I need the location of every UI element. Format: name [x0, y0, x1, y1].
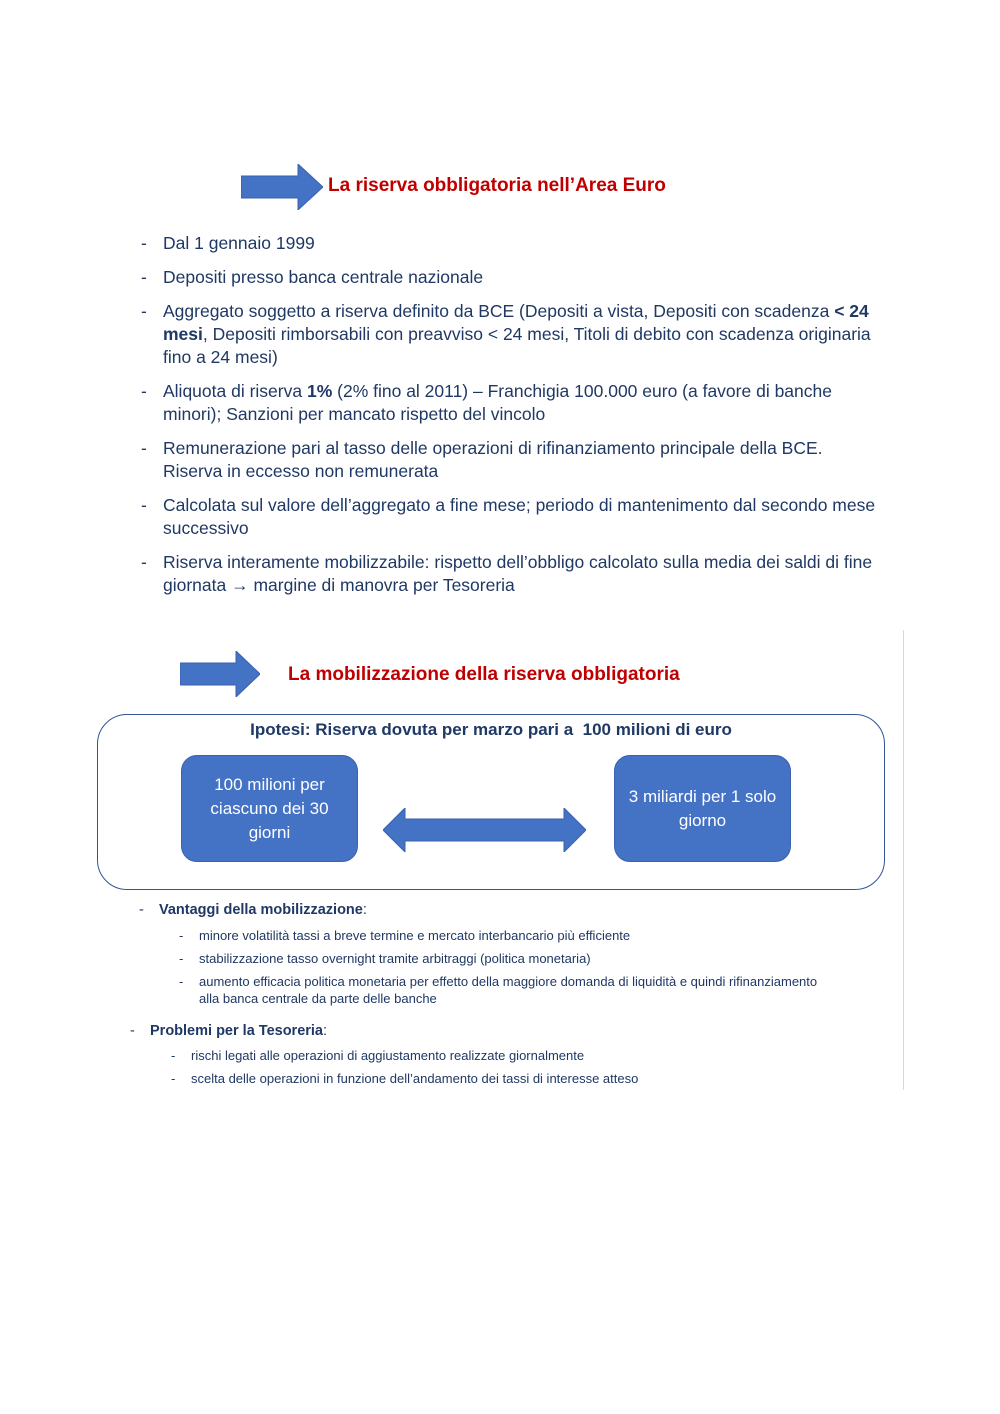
slide-edge-divider: [903, 630, 904, 1090]
list-item: - Aggregato soggetto a riserva definito da BCE (Depositi a vista, Depositi con scadenza < 24 mesi, Depositi rimborsabili con preavviso < 24 mesi, Titoli di debito con scadenza originaria fino a 24 mesi): [137, 300, 877, 369]
right-arrow-icon: [180, 651, 260, 697]
list-item: - Calcolata sul valore dell’aggregato a fine mese; periodo di mantenimento dal secondo mese successivo: [137, 494, 877, 540]
list-item: - Dal 1 gennaio 1999: [137, 232, 877, 255]
list-item: - stabilizzazione tasso overnight tramite arbitraggi (politica monetaria): [177, 951, 837, 968]
list-item: - rischi legati alle operazioni di aggiustamento realizzate giornalmente: [169, 1048, 829, 1065]
list-item: - Riserva interamente mobilizzabile: rispetto dell’obbligo calcolato sulla media dei saldi di fine giornata → margine di manovra per Tesoreria: [137, 551, 877, 597]
section1-title: La riserva obbligatoria nell’Area Euro: [328, 175, 666, 196]
hypothesis-text: Ipotesi: Riserva dovuta per marzo pari a 100 milioni di euro: [250, 720, 732, 739]
section1-list: [137, 232, 877, 608]
right-arrow-icon: [241, 164, 323, 210]
advantages-heading: - Vantaggi della mobilizzazione:: [139, 902, 367, 918]
list-item: - minore volatilità tassi a breve termine e mercato interbancario più efficiente: [177, 928, 837, 945]
problems-heading: - Problemi per la Tesoreria:: [130, 1023, 328, 1039]
double-arrow-icon: [383, 808, 586, 852]
list-item: - scelta delle operazioni in funzione dell’andamento dei tassi di interesse atteso: [169, 1071, 829, 1088]
list-item: - Depositi presso banca centrale nazionale: [137, 266, 877, 289]
list-item: - Remunerazione pari al tasso delle operazioni di rifinanziamento principale della BCE. Riserva in eccesso non remunerata: [137, 437, 877, 483]
section2-title: La mobilizzazione della riserva obbligatoria: [288, 664, 680, 685]
advantages-list: [177, 928, 837, 1014]
problems-list: [169, 1048, 829, 1094]
box-right: 3 miliardi per 1 solo giorno: [614, 755, 791, 862]
box-left: 100 milioni per ciascuno dei 30 giorni: [181, 755, 358, 862]
list-item: - Aliquota di riserva 1% (2% fino al 2011) – Franchigia 100.000 euro (a favore di banche minori); Sanzioni per mancato rispetto del vincolo: [137, 380, 877, 426]
list-item: - aumento efficacia politica monetaria per effetto della maggiore domanda di liquidità e quindi rifinanziamento alla banca centrale da parte delle banche: [177, 974, 837, 1007]
